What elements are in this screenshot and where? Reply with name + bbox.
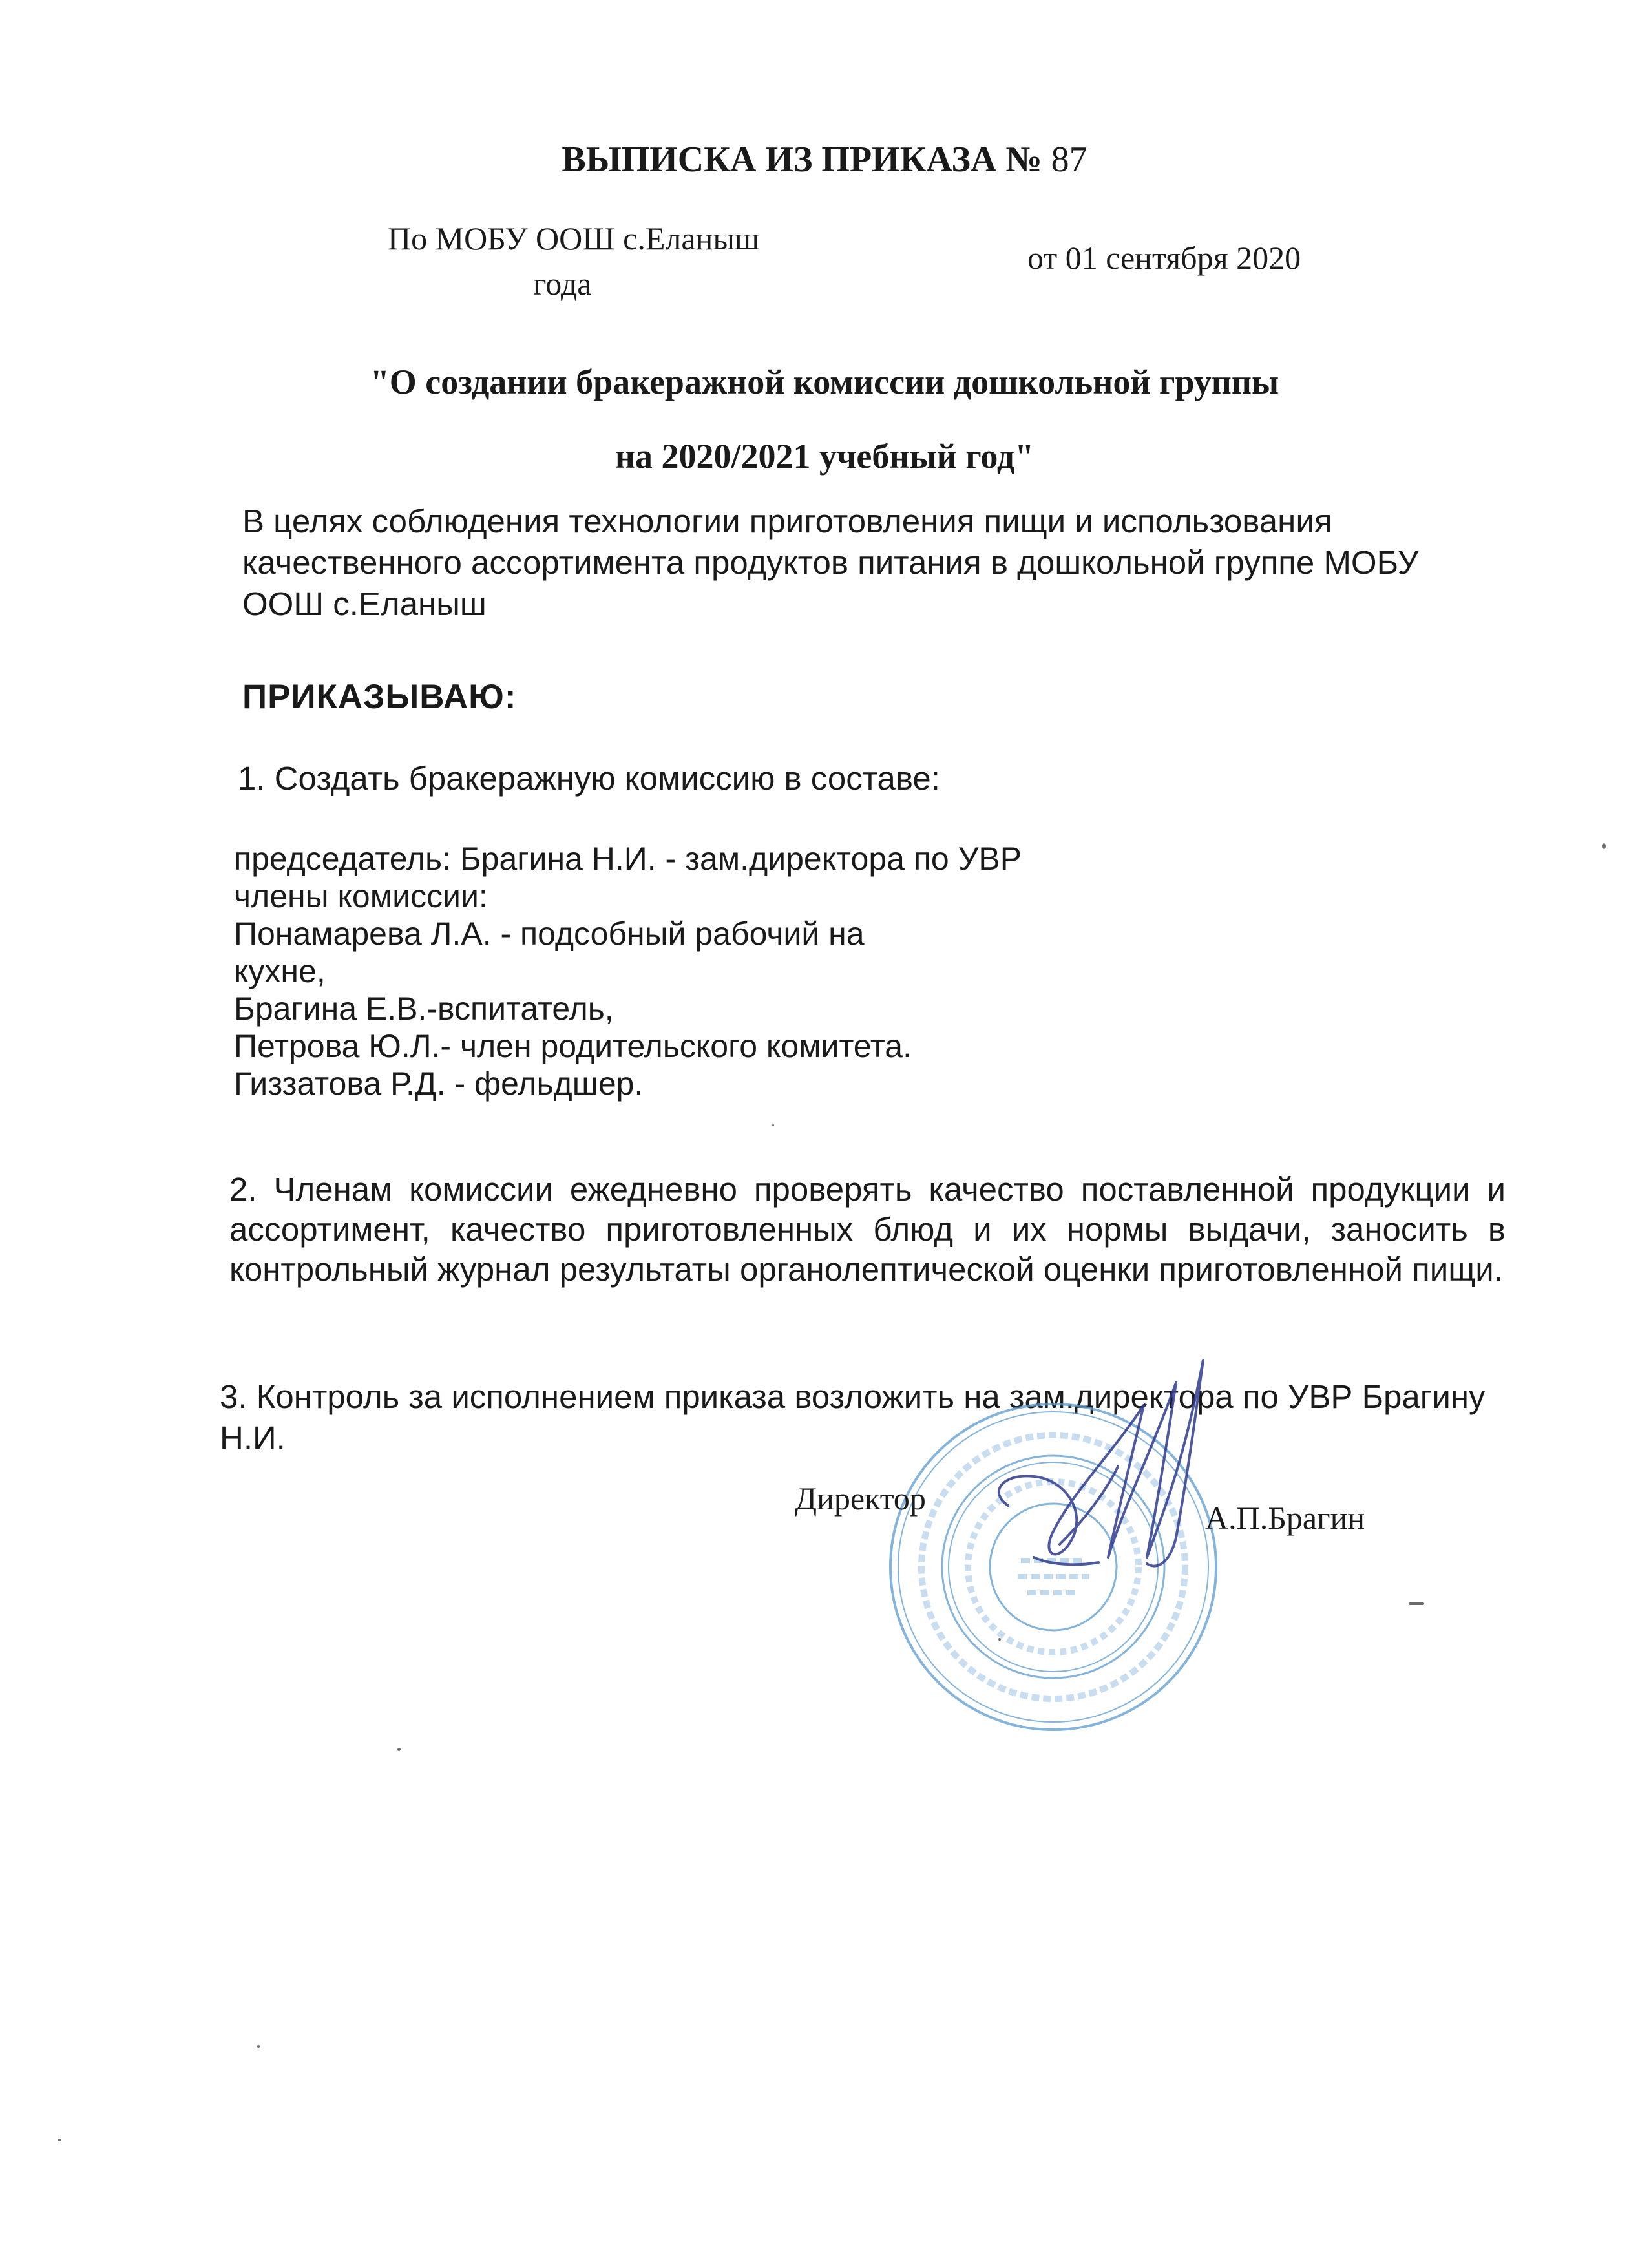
year-word: года (533, 266, 592, 302)
scan-speck (397, 1748, 401, 1751)
member-line: председатель: Брагина Н.И. - зам.директора по УВР (234, 841, 1022, 877)
order-number: 87 (1051, 140, 1087, 180)
scan-speck (1409, 1602, 1424, 1605)
title-text: ВЫПИСКА ИЗ ПРИКАЗА № (562, 140, 1042, 180)
member-line: кухне, (234, 953, 326, 989)
item-1: 1. Создать бракеражную комиссию в составе: (238, 760, 940, 797)
order-directive-heading: ПРИКАЗЫВАЮ: (242, 678, 517, 716)
scan-speck (772, 1124, 774, 1126)
organization-line: По МОБУ ООШ с.Еланыш (388, 220, 760, 257)
order-subject-line-1: "О создании бракеражной комиссии дошкольной группы (370, 362, 1279, 401)
item-3: 3. Контроль за исполнением приказа возложить на зам.директора по УВР Брагину Н.И. (220, 1378, 1486, 1456)
scan-speck (998, 1638, 1001, 1641)
order-subject-line-2: на 2020/2021 учебный год" (614, 437, 1035, 476)
handwritten-signature-icon (963, 1344, 1266, 1641)
document-title (0, 139, 1649, 180)
member-line: члены комиссии: (234, 878, 488, 914)
member-line: Гиззатова Р.Д. - фельдшер. (234, 1066, 644, 1102)
preamble-paragraph: В целях соблюдения технологии приготовления пищи и использования качественного ассортимента продуктов питания в дошкольной группе МОБУ ООШ с.Еланыш (242, 503, 1419, 622)
member-line: Брагина Е.В.-вспитатель, (234, 991, 614, 1027)
order-date: от 01 сентября 2020 (1027, 240, 1301, 276)
scan-speck (257, 2045, 260, 2048)
commission-members-list (234, 840, 1022, 1102)
member-line: Понамарева Л.А. - подсобный рабочий на (234, 916, 865, 952)
item-2: 2. Членам комиссии ежедневно проверять качество поставленной продукции и ассортимент, качество приготовленных блюд и их нормы выдачи, заносить в контрольный журнал результаты органолептической оценки приготовленной пищи. (229, 1171, 1506, 1288)
director-name: А.П.Брагин (1205, 1500, 1365, 1536)
member-line: Петрова Ю.Л.- член родительского комитета. (234, 1028, 912, 1064)
scan-speck (58, 2139, 61, 2141)
scan-speck (1602, 843, 1606, 849)
director-label: Директор (795, 1480, 926, 1517)
